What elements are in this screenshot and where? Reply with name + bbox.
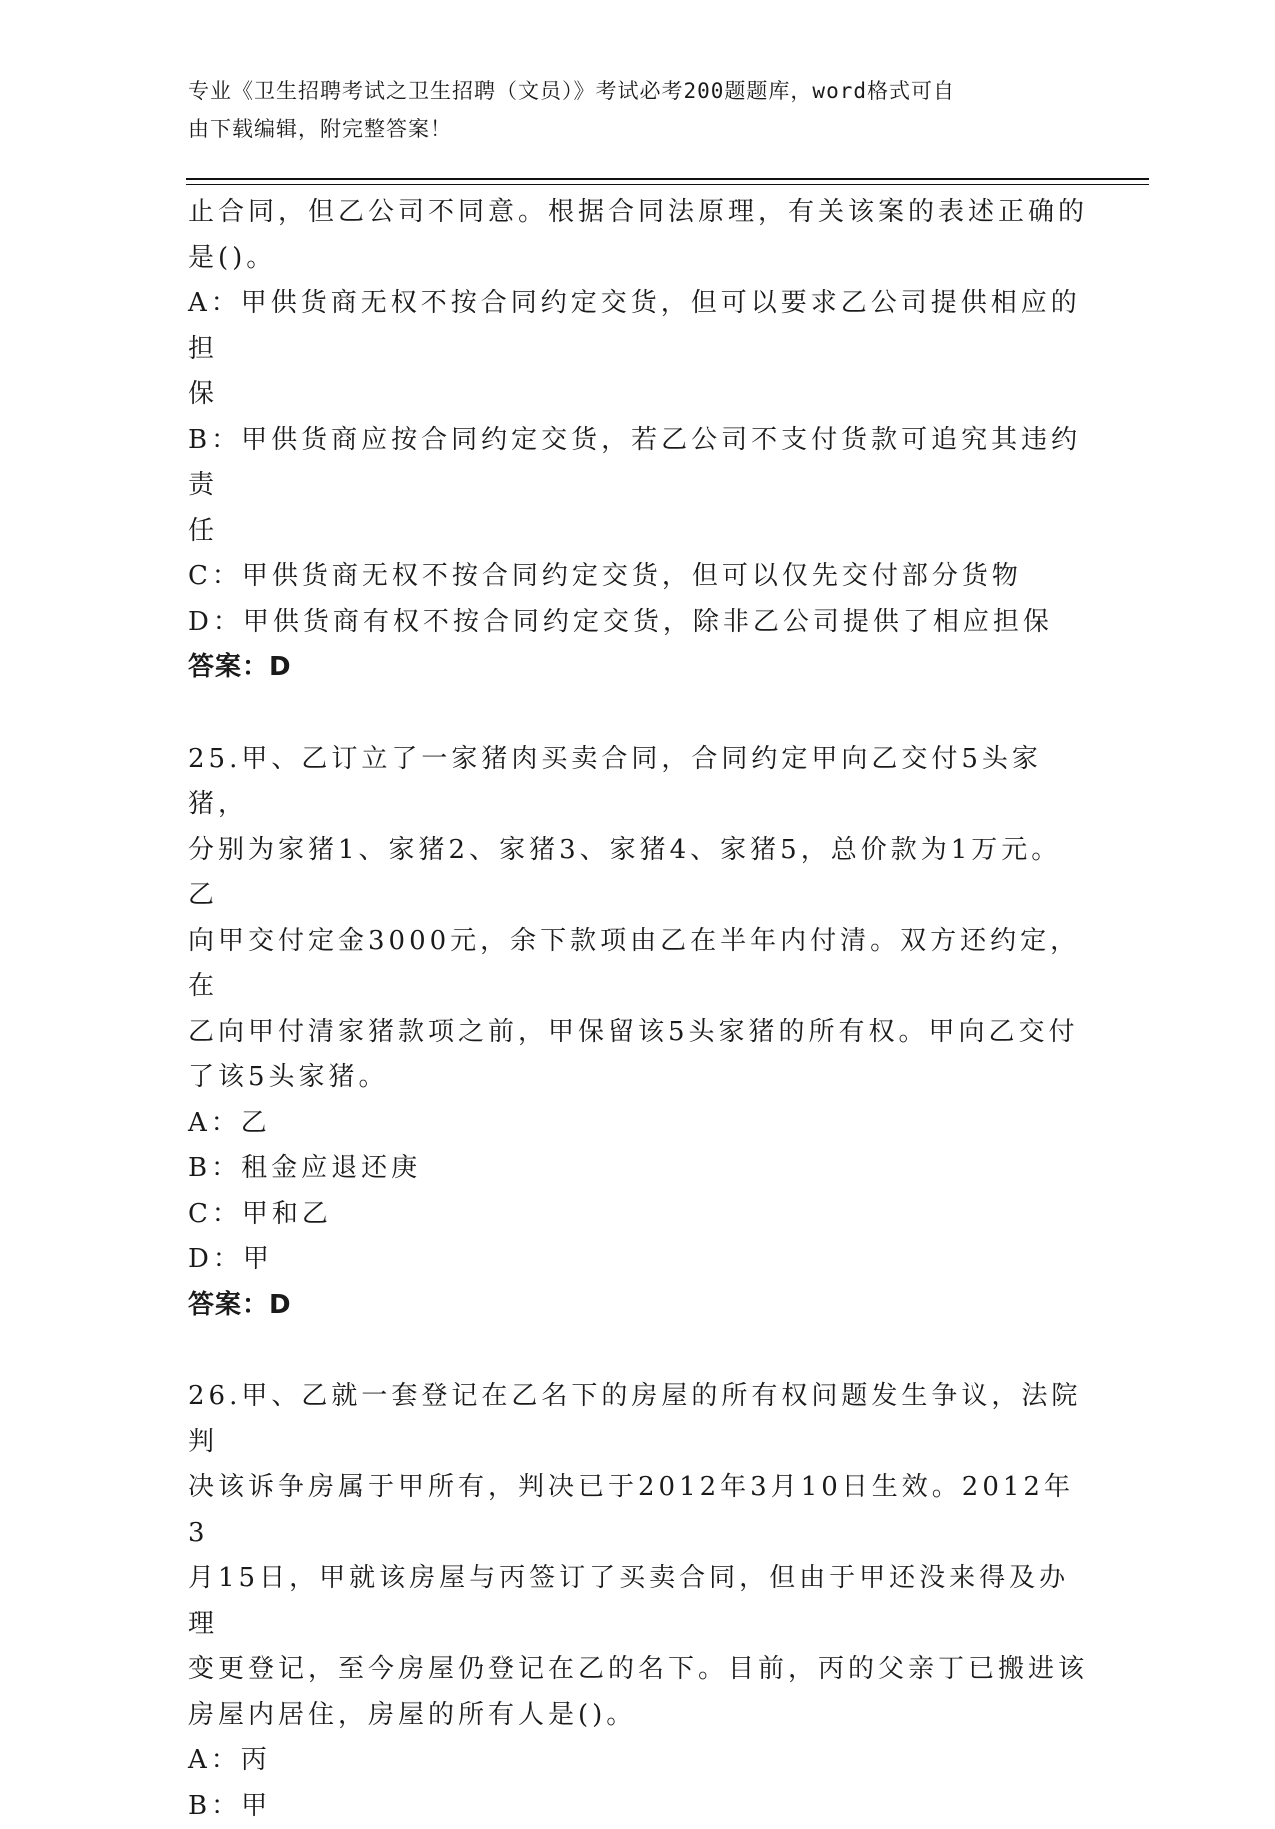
spacer <box>188 1328 1088 1374</box>
question-stem-line: 月15日，甲就该房屋与丙签订了买卖合同，但由于甲还没来得及办理 <box>188 1556 1088 1647</box>
question-26 <box>188 1374 1088 1829</box>
question-stem-line: 决该诉争房属于甲所有，判决已于2012年3月10日生效。2012年3 <box>188 1465 1088 1556</box>
question-stem-line: 26.甲、乙就一套登记在乙名下的房屋的所有权问题发生争议，法院判 <box>188 1374 1088 1465</box>
header-divider-thin <box>186 184 1149 185</box>
header-divider-thick <box>186 178 1149 180</box>
option-b: B：租金应退还庚 <box>188 1146 1088 1192</box>
option-a: A：甲供货商无权不按合同约定交货，但可以要求乙公司提供相应的担 <box>188 281 1088 372</box>
question-stem-line: 了该5头家猪。 <box>188 1055 1088 1101</box>
option-c: C：甲和乙 <box>188 1192 1088 1238</box>
header-title-line-1: 专业《卫生招聘考试之卫生招聘（文员）》考试必考200题题库，word格式可自 <box>188 72 1068 110</box>
option-b-continued: 任 <box>188 509 1088 555</box>
answer: 答案：D <box>188 1283 1088 1329</box>
option-c: C：甲供货商无权不按合同约定交货，但可以仅先交付部分货物 <box>188 554 1088 600</box>
question-stem-line: 止合同，但乙公司不同意。根据合同法原理，有关该案的表述正确的 <box>188 190 1088 236</box>
question-25 <box>188 737 1088 1329</box>
header-title-line-2: 由下载编辑，附完整答案！ <box>188 110 1068 148</box>
question-stem-line: 房屋内居住，房屋的所有人是()。 <box>188 1693 1088 1739</box>
spacer <box>188 691 1088 737</box>
answer: 答案：D <box>188 645 1088 691</box>
option-b: B：甲供货商应按合同约定交货，若乙公司不支付货款可追究其违约责 <box>188 418 1088 509</box>
option-a-continued: 保 <box>188 372 1088 418</box>
question-24 <box>188 190 1088 691</box>
question-stem-line: 变更登记，至今房屋仍登记在乙的名下。目前，丙的父亲丁已搬进该 <box>188 1647 1088 1693</box>
option-a: A：丙 <box>188 1738 1088 1784</box>
document-header <box>188 72 1068 148</box>
question-stem-line: 是()。 <box>188 236 1088 282</box>
question-stem-line: 乙向甲付清家猪款项之前，甲保留该5头家猪的所有权。甲向乙交付 <box>188 1010 1088 1056</box>
question-stem-line: 向甲交付定金3000元，余下款项由乙在半年内付清。双方还约定，在 <box>188 919 1088 1010</box>
question-stem-line: 25.甲、乙订立了一家猪肉买卖合同，合同约定甲向乙交付5头家猪， <box>188 737 1088 828</box>
option-b: B：甲 <box>188 1784 1088 1829</box>
question-stem-line: 分别为家猪1、家猪2、家猪3、家猪4、家猪5，总价款为1万元。乙 <box>188 828 1088 919</box>
option-a: A：乙 <box>188 1101 1088 1147</box>
option-d: D：甲供货商有权不按合同约定交货，除非乙公司提供了相应担保 <box>188 600 1088 646</box>
question-content <box>188 190 1088 1829</box>
option-d: D：甲 <box>188 1237 1088 1283</box>
